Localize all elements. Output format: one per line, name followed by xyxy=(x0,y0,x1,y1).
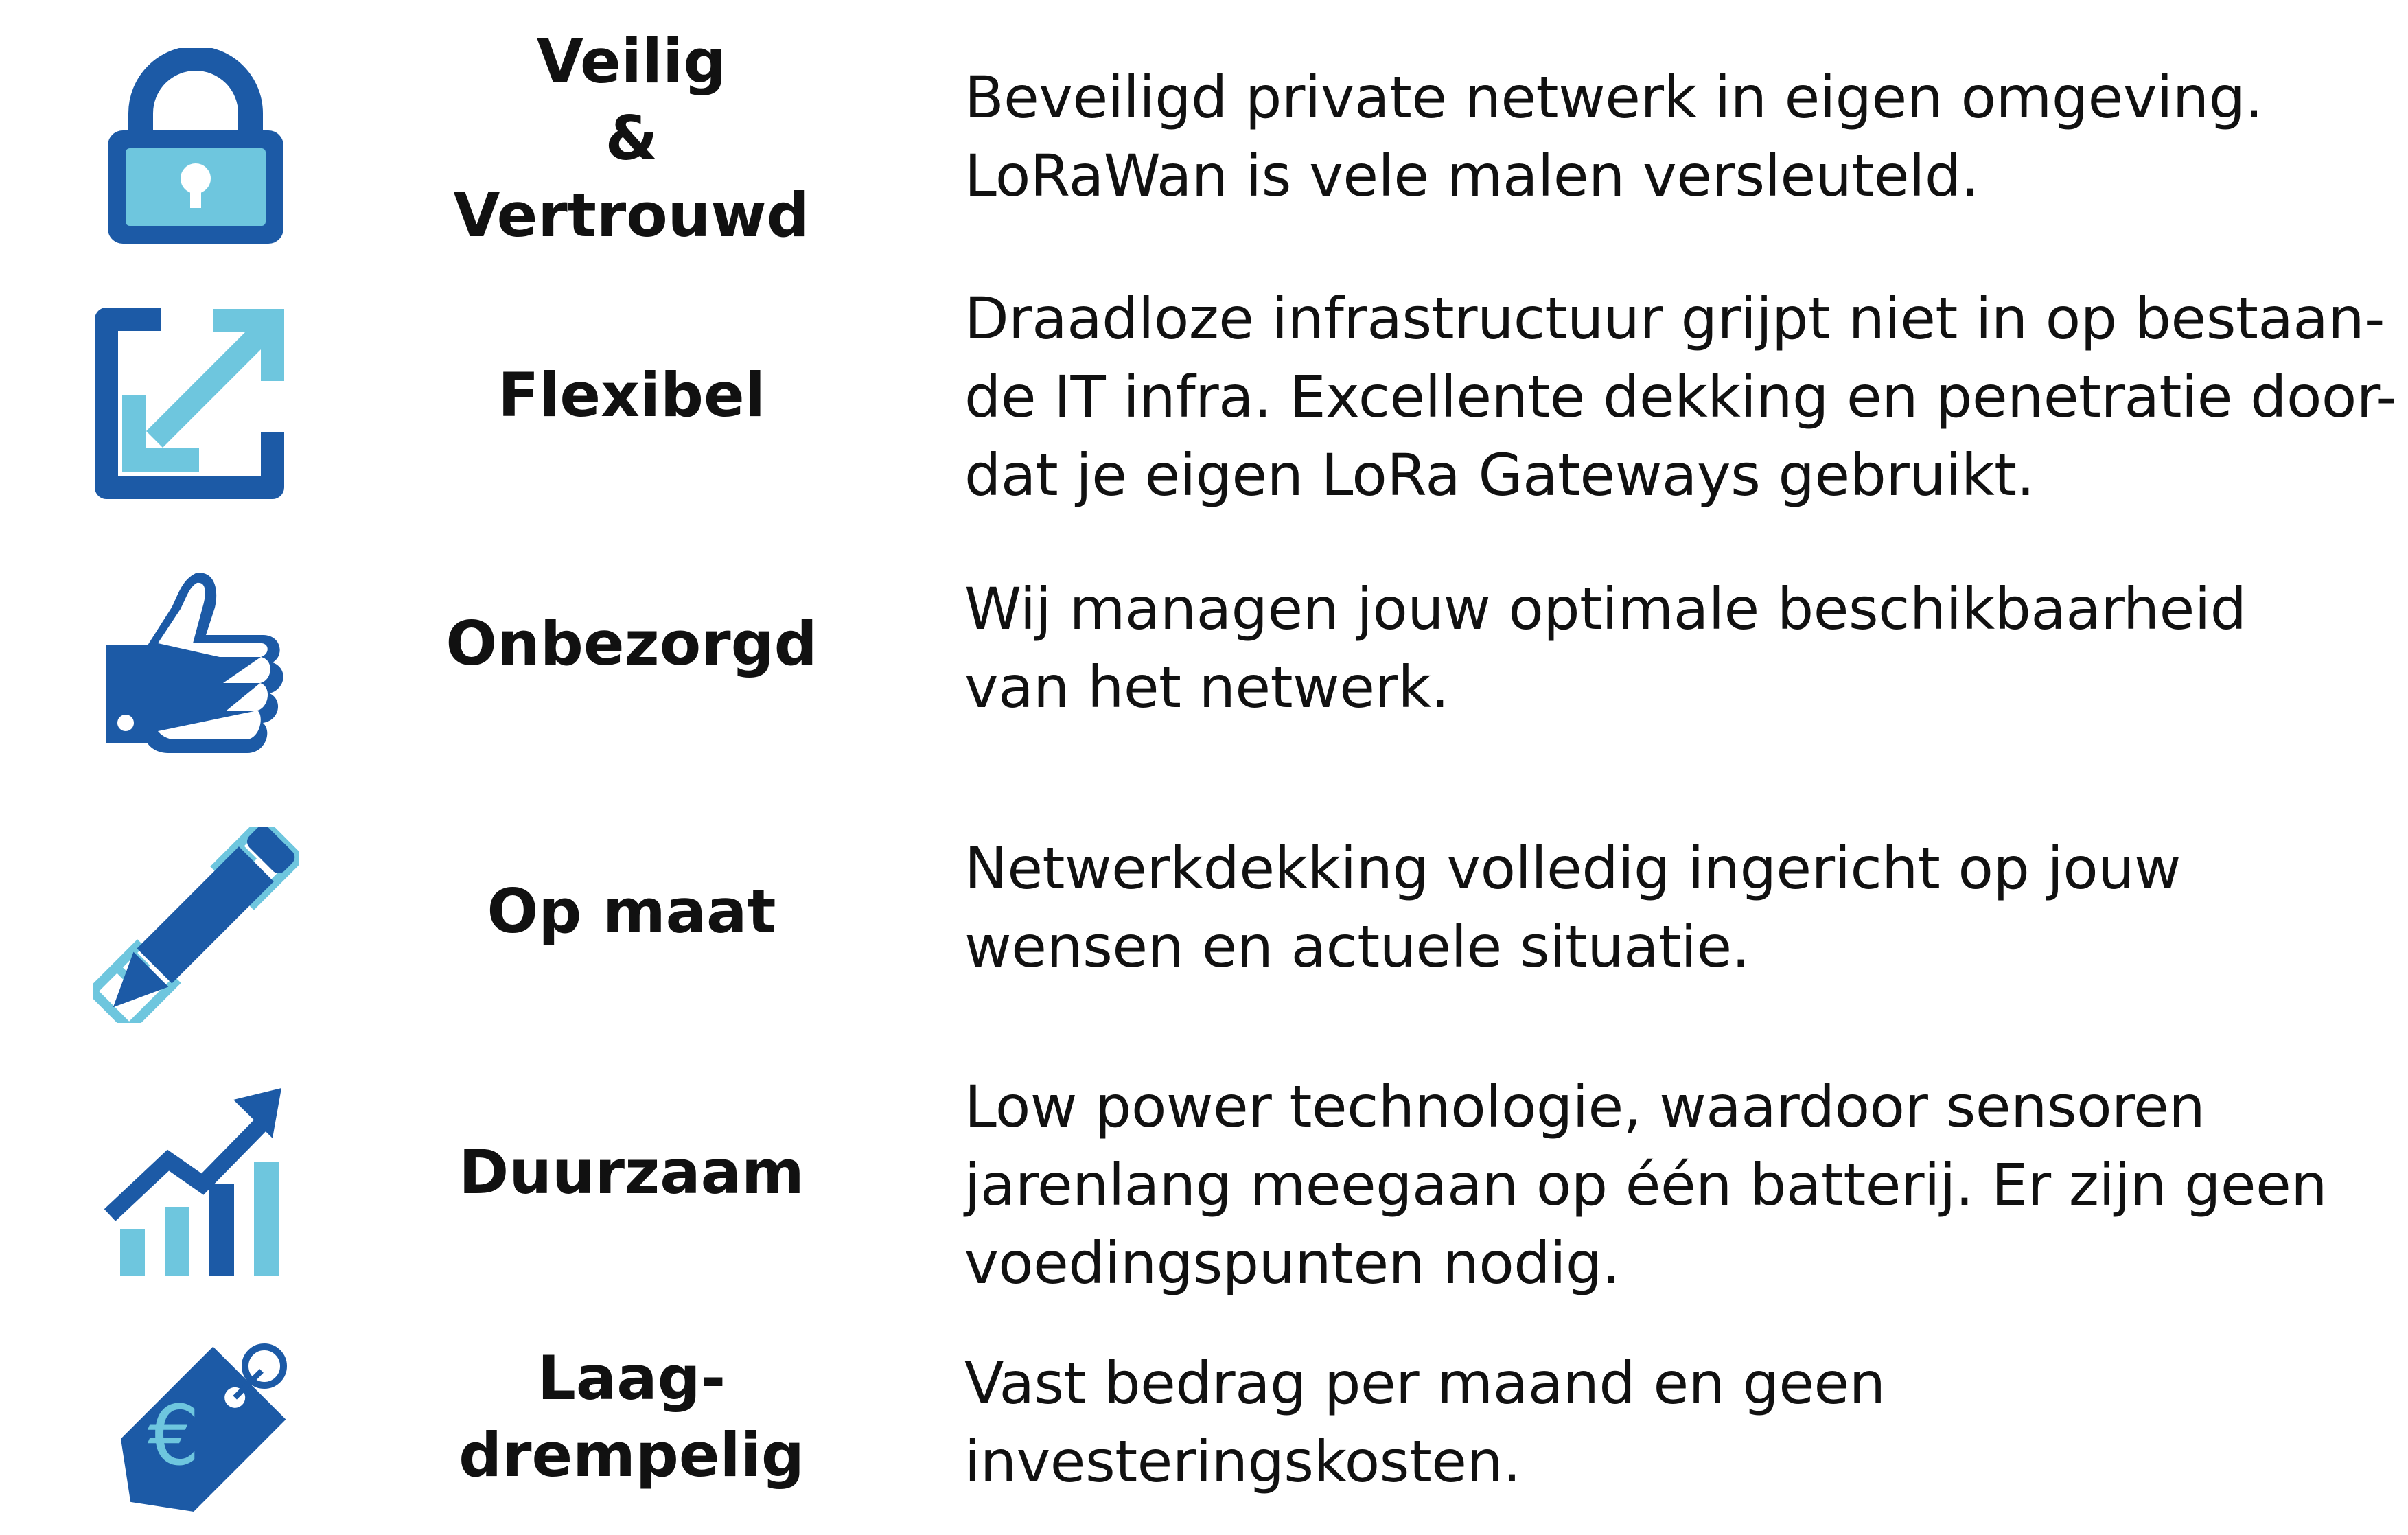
feature-title-line: Onbezorgd xyxy=(445,608,818,679)
feature-title-line: Duurzaam xyxy=(459,1137,804,1208)
feature-title-line: & xyxy=(605,103,658,174)
feature-title-line: drempelig xyxy=(459,1420,804,1490)
euro-symbol: € xyxy=(147,1389,200,1484)
feature-desc-line: Draadloze infrastructuur grijpt niet in op bestaan- xyxy=(964,285,2385,352)
feature-title-line: Op maat xyxy=(487,876,776,947)
lock-icon xyxy=(93,48,299,247)
feature-desc-line: Netwerkdekking volledig ingericht op jouw xyxy=(964,835,2181,902)
pencil-ruler-icon xyxy=(93,827,299,1023)
feature-desc-line: dat je eigen LoRa Gateways gebruikt. xyxy=(964,441,2035,509)
thumbs-up-icon xyxy=(93,566,299,762)
feature-title-line: Laag- xyxy=(537,1343,726,1413)
expand-arrow-icon xyxy=(93,305,299,501)
euro-price-tag-icon xyxy=(93,1335,299,1531)
feature-desc-line: jarenlang meegaan op één batterij. Er zijn geen xyxy=(964,1151,2327,1219)
growth-chart-icon xyxy=(93,1085,299,1280)
feature-desc-line: Vast bedrag per maand en geen xyxy=(964,1350,1886,1417)
feature-desc-line: wensen en actuele situatie. xyxy=(964,913,1750,980)
feature-title-line: Vertrouwd xyxy=(453,180,810,251)
feature-desc-line: investeringskosten. xyxy=(964,1428,1521,1495)
feature-desc-line: Low power technologie, waardoor sensoren xyxy=(964,1073,2206,1140)
feature-desc-line: Beveiligd private netwerk in eigen omgeving. xyxy=(964,64,2263,131)
feature-desc-line: de IT infra. Excellente dekking en penetratie door- xyxy=(964,363,2397,430)
feature-desc-line: Wij managen jouw optimale beschikbaarheid xyxy=(964,575,2247,643)
feature-title-line: Flexibel xyxy=(498,360,765,430)
feature-desc-line: LoRaWan is vele malen versleuteld. xyxy=(964,142,1979,209)
feature-desc-line: voedingspunten nodig. xyxy=(964,1230,1620,1297)
feature-desc-line: van het netwerk. xyxy=(964,654,1449,721)
feature-title-line: Veilig xyxy=(536,26,727,97)
